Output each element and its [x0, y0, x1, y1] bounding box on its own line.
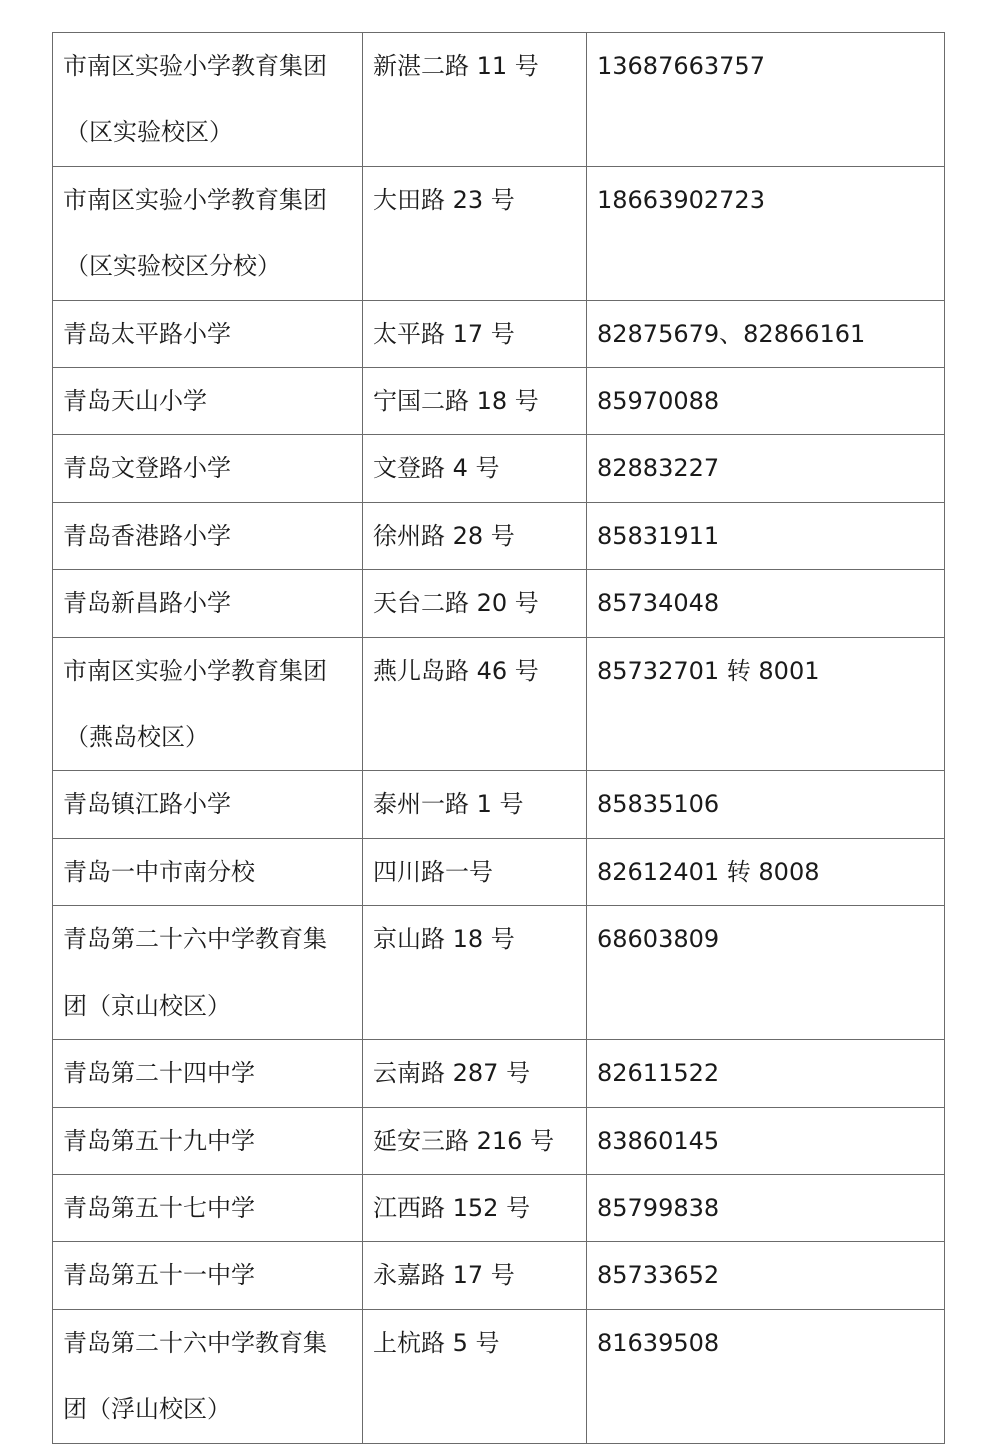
table-row — [53, 33, 945, 167]
phone-cell: 85799838 — [587, 1174, 945, 1241]
table-row — [53, 1107, 945, 1174]
address-cell: 新湛二路 11 号 — [363, 33, 587, 167]
table-row — [53, 771, 945, 838]
school-name-cell: 青岛太平路小学 — [53, 300, 363, 367]
table-row — [53, 906, 945, 1040]
table-row — [53, 435, 945, 502]
school-name-line: 团（浮山校区） — [63, 1395, 231, 1424]
phone-cell: 82875679、82866161 — [587, 300, 945, 367]
address-cell: 大田路 23 号 — [363, 166, 587, 300]
phone-cell: 85831911 — [587, 502, 945, 569]
school-name-line: 市南区实验小学教育集团 — [63, 52, 327, 80]
school-name-cell: 青岛香港路小学 — [53, 502, 363, 569]
school-name-cell: 青岛第二十四中学 — [53, 1040, 363, 1107]
table-row — [53, 570, 945, 637]
school-name-cell: 青岛天山小学 — [53, 368, 363, 435]
school-name-cell: 青岛第五十一中学 — [53, 1242, 363, 1309]
school-name-cell — [53, 1309, 363, 1443]
school-name-line: （区实验校区分校） — [65, 252, 281, 281]
address-cell: 天台二路 20 号 — [363, 570, 587, 637]
table-row — [53, 300, 945, 367]
school-name-cell — [53, 166, 363, 300]
table-row — [53, 1242, 945, 1309]
school-name-cell: 青岛镇江路小学 — [53, 771, 363, 838]
phone-cell: 68603809 — [587, 906, 945, 1040]
address-cell: 徐州路 28 号 — [363, 502, 587, 569]
table-row — [53, 502, 945, 569]
phone-cell: 85835106 — [587, 771, 945, 838]
address-cell: 京山路 18 号 — [363, 906, 587, 1040]
address-cell: 文登路 4 号 — [363, 435, 587, 502]
school-name-cell: 青岛第五十七中学 — [53, 1174, 363, 1241]
phone-cell: 85734048 — [587, 570, 945, 637]
phone-cell: 82611522 — [587, 1040, 945, 1107]
table-row — [53, 1040, 945, 1107]
table-row — [53, 1174, 945, 1241]
address-cell: 永嘉路 17 号 — [363, 1242, 587, 1309]
address-cell: 燕儿岛路 46 号 — [363, 637, 587, 771]
school-name-line: 市南区实验小学教育集团 — [63, 185, 327, 214]
school-name-cell: 青岛一中市南分校 — [53, 838, 363, 905]
school-name-cell: 青岛新昌路小学 — [53, 570, 363, 637]
phone-cell: 85733652 — [587, 1242, 945, 1309]
school-name-cell — [53, 33, 363, 167]
school-name-line: 青岛第二十六中学教育集 — [63, 925, 327, 954]
phone-cell: 18663902723 — [587, 166, 945, 300]
school-name-line: 团（京山校区） — [63, 991, 231, 1020]
address-cell: 江西路 152 号 — [363, 1174, 587, 1241]
address-cell: 太平路 17 号 — [363, 300, 587, 367]
phone-cell: 82883227 — [587, 435, 945, 502]
table-row — [53, 637, 945, 771]
table-row — [53, 838, 945, 905]
school-name-cell — [53, 637, 363, 771]
address-cell: 宁国二路 18 号 — [363, 368, 587, 435]
phone-cell: 13687663757 — [587, 33, 945, 167]
address-cell: 泰州一路 1 号 — [363, 771, 587, 838]
school-name-cell — [53, 906, 363, 1040]
school-name-line: 青岛第二十六中学教育集 — [63, 1328, 327, 1357]
school-name-line: （区实验校区） — [65, 118, 233, 147]
table-row — [53, 1309, 945, 1443]
phone-cell: 82612401 转 8008 — [587, 838, 945, 905]
phone-cell: 85732701 转 8001 — [587, 637, 945, 771]
school-name-line: （燕岛校区） — [65, 723, 209, 752]
address-cell: 四川路一号 — [363, 838, 587, 905]
phone-cell: 83860145 — [587, 1107, 945, 1174]
table-row — [53, 166, 945, 300]
table-row — [53, 368, 945, 435]
school-name-cell: 青岛文登路小学 — [53, 435, 363, 502]
address-cell: 延安三路 216 号 — [363, 1107, 587, 1174]
school-directory-table — [52, 32, 945, 1444]
address-cell: 上杭路 5 号 — [363, 1309, 587, 1443]
address-cell: 云南路 287 号 — [363, 1040, 587, 1107]
school-name-line: 市南区实验小学教育集团 — [63, 656, 327, 685]
school-name-cell: 青岛第五十九中学 — [53, 1107, 363, 1174]
phone-cell: 85970088 — [587, 368, 945, 435]
phone-cell: 81639508 — [587, 1309, 945, 1443]
